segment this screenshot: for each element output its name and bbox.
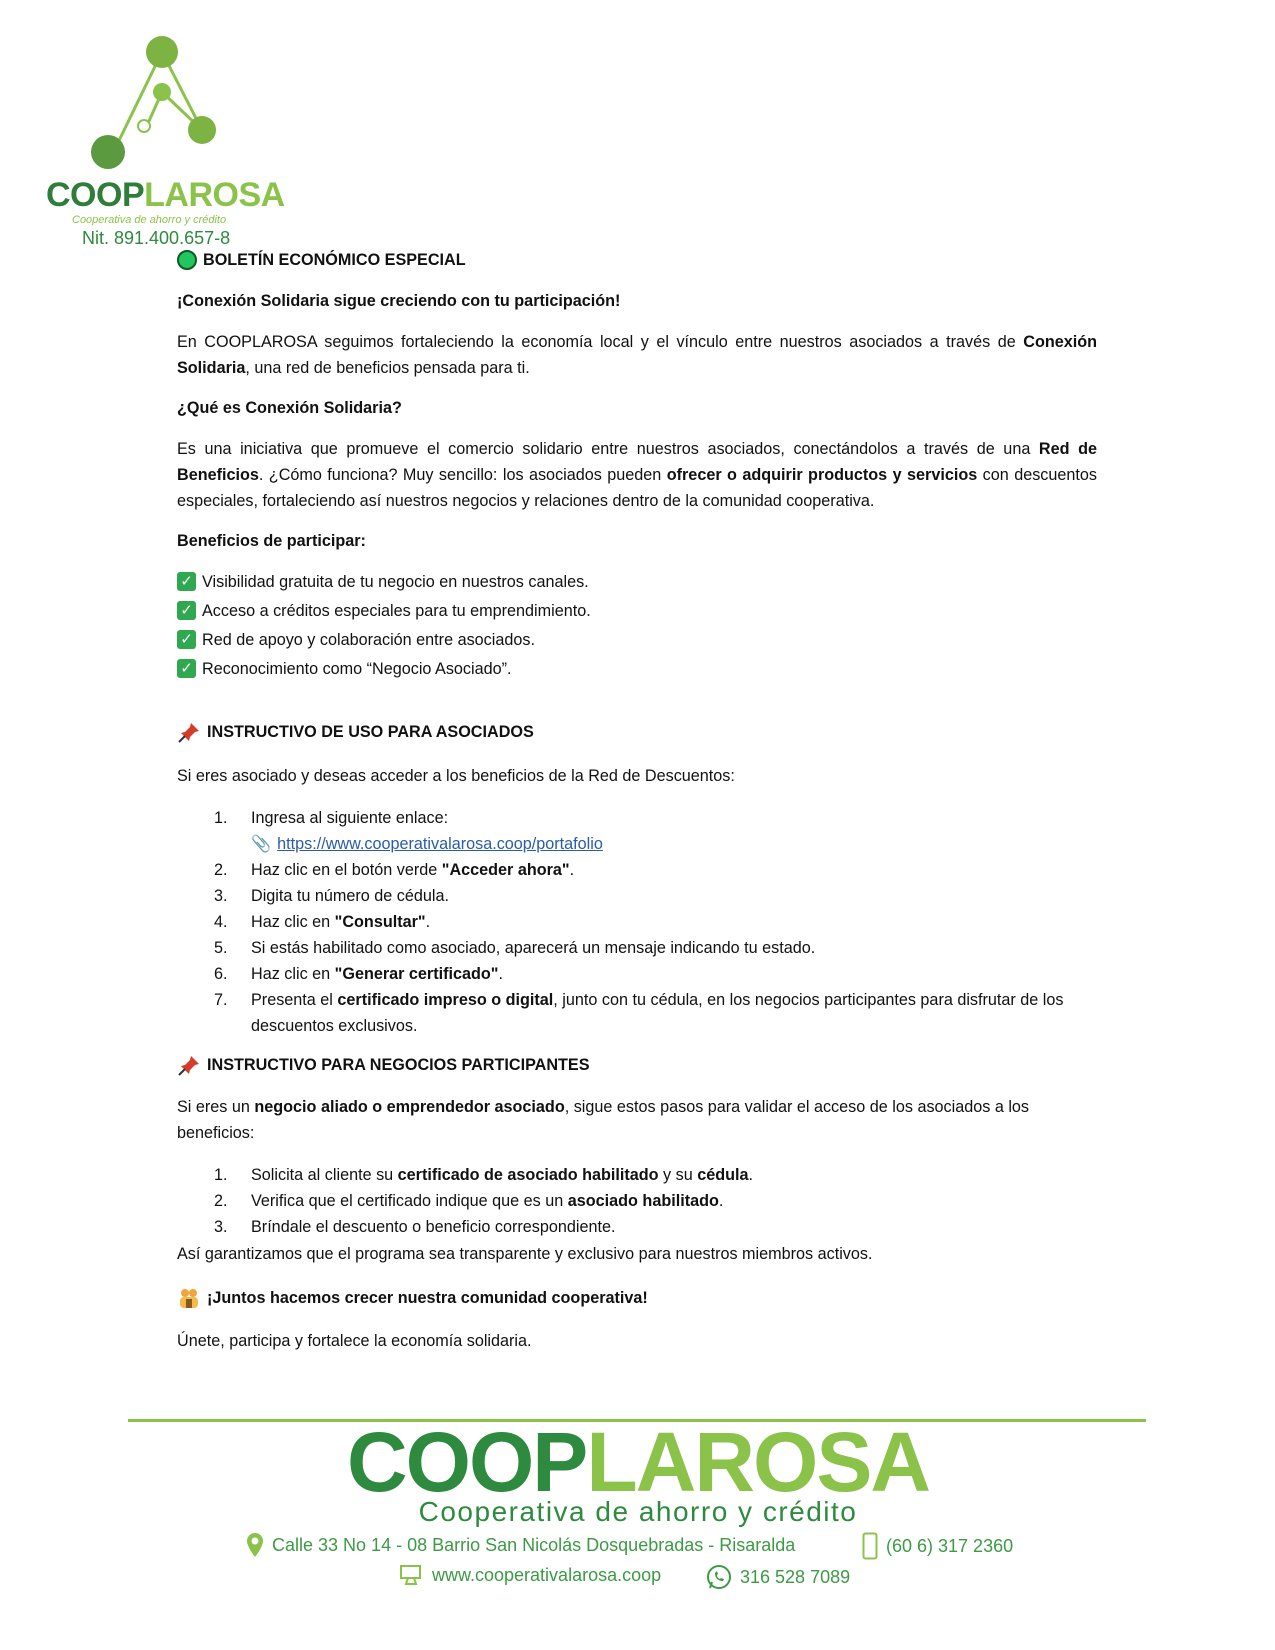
bulletin-title-row [177,247,1097,273]
list-item: 1. Solicita al cliente su certificado de asociado habilitado y su cédula. [214,1166,754,1184]
bulletin-headline: ¡Conexión Solidaria sigue creciendo con tu participación! [177,292,621,310]
paperclip-icon: 📎 [251,835,272,853]
header-logo-wordmark: COOPLAROSA [46,176,285,214]
what-heading: ¿Qué es Conexión Solidaria? [177,399,402,417]
associates-steps [177,805,1097,1039]
footer-wordmark: COOPLAROSA [346,1415,930,1509]
portfolio-link[interactable]: https://www.cooperativalarosa.coop/portafolio [277,835,603,853]
associates-intro: Si eres asociado y deseas acceder a los beneficios de la Red de Descuentos: [177,767,735,785]
footer-whatsapp-row: 316 528 7089 [706,1564,850,1590]
hugging-people-icon [177,1287,201,1309]
associates-heading: INSTRUCTIVO DE USO PARA ASOCIADOS [207,723,534,741]
footer-phone-row: (60 6) 317 2360 [862,1532,1013,1560]
mobile-phone-icon [862,1532,878,1560]
closing-heading: ¡Juntos hacemos crecer nuestra comunidad cooperativa! [207,1289,648,1307]
list-item: 7. Presenta el certificado impreso o digital, junto con tu cédula, en los negocios participantes para disfrutar de los descuentos exclusivos. [214,991,1064,1035]
list-item: 2. Verifica que el certificado indique que es un asociado habilitado. [214,1192,724,1210]
green-circle-icon [177,250,197,270]
business-heading-row [177,1052,1097,1078]
intro-paragraph: En COOPLAROSA seguimos fortaleciendo la economía local y el vínculo entre nuestros asociados a través de Conexión Solidaria, una red de beneficios pensada para ti. [177,333,1097,377]
list-item: 6. Haz clic en "Generar certificado". [214,965,503,983]
business-intro: Si eres un negocio aliado o emprendedor asociado, sigue estos pasos para validar el acceso de los asociados a los beneficios: [177,1098,1030,1142]
closing-text: Únete, participa y fortalece la economía solidaria. [177,1332,532,1350]
computer-icon [400,1564,424,1586]
list-item: 3. Digita tu número de cédula. [214,887,449,905]
bulletin-title: BOLETÍN ECONÓMICO ESPECIAL [203,251,466,269]
footer-address-row: Calle 33 No 14 - 08 Barrio San Nicolás Dosquebradas - Risaralda [246,1532,795,1558]
benefit-item: ✓ Red de apoyo y colaboración entre asociados. [177,625,1097,654]
benefit-item: ✓ Visibilidad gratuita de tu negocio en nuestros canales. [177,567,1097,596]
closing-heading-row [177,1285,1097,1311]
check-icon: ✓ [177,659,196,678]
benefit-item: ✓ Acceso a créditos especiales para tu emprendimiento. [177,596,1097,625]
footer-subtitle: Cooperativa de ahorro y crédito [418,1496,858,1527]
location-pin-icon [246,1532,264,1558]
check-icon: ✓ [177,572,196,591]
benefits-list [177,567,1097,683]
footer-website-row: www.cooperativalarosa.coop [400,1564,661,1586]
what-paragraph: Es una iniciativa que promueve el comercio solidario entre nuestros asociados, conectándolos a través de una Red de Beneficios. ¿Cómo funciona? Muy sencillo: los asociados pueden ofrecer o adquirir productos y servicios con descuentos especiales, fortaleciendo así nuestros negocios y relaciones dentro de la comunidad cooperativa. [177,440,1097,510]
benefits-heading: Beneficios de participar: [177,532,366,550]
pushpin-icon [177,721,201,743]
list-item: 5. Si estás habilitado como asociado, aparecerá un mensaje indicando tu estado. [214,939,816,957]
list-item: 3. Bríndale el descuento o beneficio correspondiente. [214,1218,616,1236]
associates-heading-row [177,719,1097,745]
list-item: 4. Haz clic en "Consultar". [214,913,431,931]
business-heading: INSTRUCTIVO PARA NEGOCIOS PARTICIPANTES [207,1056,590,1074]
list-item: 1. Ingresa al siguiente enlace: 📎 https://www.cooperativalarosa.coop/portafolio [177,805,1097,857]
whatsapp-icon [706,1564,732,1590]
business-closing: Así garantizamos que el programa sea transparente y exclusivo para nuestros miembros activos. [177,1245,873,1263]
header-logo-subtitle: Cooperativa de ahorro y crédito [72,214,227,226]
pushpin-icon [177,1054,201,1076]
check-icon: ✓ [177,601,196,620]
list-item: 2. Haz clic en el botón verde "Acceder ahora". [214,861,575,879]
check-icon: ✓ [177,630,196,649]
business-steps [177,1162,1097,1240]
header-nit: Nit. 891.400.657-8 [82,228,231,248]
benefit-item: ✓ Reconocimiento como “Negocio Asociado”. [177,654,1097,683]
